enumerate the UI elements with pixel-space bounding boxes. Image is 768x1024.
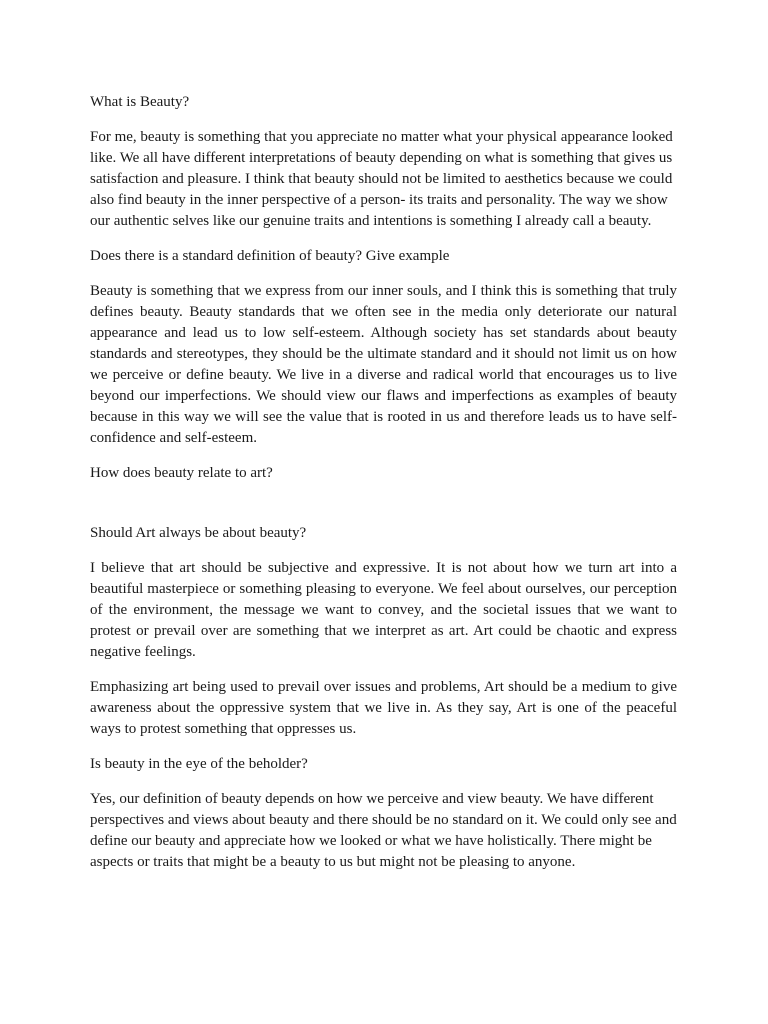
question-beauty-and-art: How does beauty relate to art? <box>90 465 273 481</box>
answer-what-is-beauty: For me, beauty is something that you appreciate no matter what your physical appearance looked like. We all have different interpretations of beauty depending on what is something that gives us satisfaction and pleasure. I think that beauty should not be limited to aesthetics because we could also find beauty in the inner perspective of a person- its traits and personality. The way we show our authentic selves like our genuine traits and intentions is something I already call a beauty. <box>90 129 673 229</box>
question-art-about-beauty: Should Art always be about beauty? <box>90 525 307 541</box>
question-standard-definition: Does there is a standard definition of beauty? Give example <box>90 248 450 264</box>
answer-art-about-beauty-1: I believe that art should be subjective and expressive. It is not about how we turn art into a beautiful masterpiece or something pleasing to everyone. We feel about ourselves, our perception of the environment, the message we want to convey, and the societal issues that we want to protest or prevail over are something that we interpret as art. Art could be chaotic and express negative feelings. <box>90 560 677 660</box>
question-eye-of-beholder: Is beauty in the eye of the beholder? <box>90 756 308 772</box>
question-what-is-beauty: What is Beauty? <box>90 94 190 110</box>
document-page <box>90 92 677 887</box>
answer-standard-definition: Beauty is something that we express from our inner souls, and I think this is something that truly defines beauty. Beauty standards that we often see in the media only deteriorate our natural appearance and lead us to low self-esteem. Although society has set standards about beauty standards and stereotypes, they should be the ultimate standard and it should not limit us on how we perceive or define beauty. We live in a diverse and radical world that encourages us to live beyond our imperfections. We should view our flaws and imperfections as examples of beauty because in this way we will see the value that is rooted in us and therefore leads us to have self-confidence and self-esteem. <box>90 283 677 446</box>
blank-answer-space <box>90 498 677 523</box>
answer-eye-of-beholder: Yes, our definition of beauty depends on how we perceive and view beauty. We have different perspectives and views about beauty and there should be no standard on it. We could only see and define our beauty and appreciate how we looked or what we have holistically. There might be aspects or traits that might be a beauty to us but might not be pleasing to anyone. <box>90 791 677 870</box>
answer-art-about-beauty-2: Emphasizing art being used to prevail over issues and problems, Art should be a medium to give awareness about the oppressive system that we live in. As they say, Art is one of the peaceful ways to protest something that oppresses us. <box>90 679 677 737</box>
